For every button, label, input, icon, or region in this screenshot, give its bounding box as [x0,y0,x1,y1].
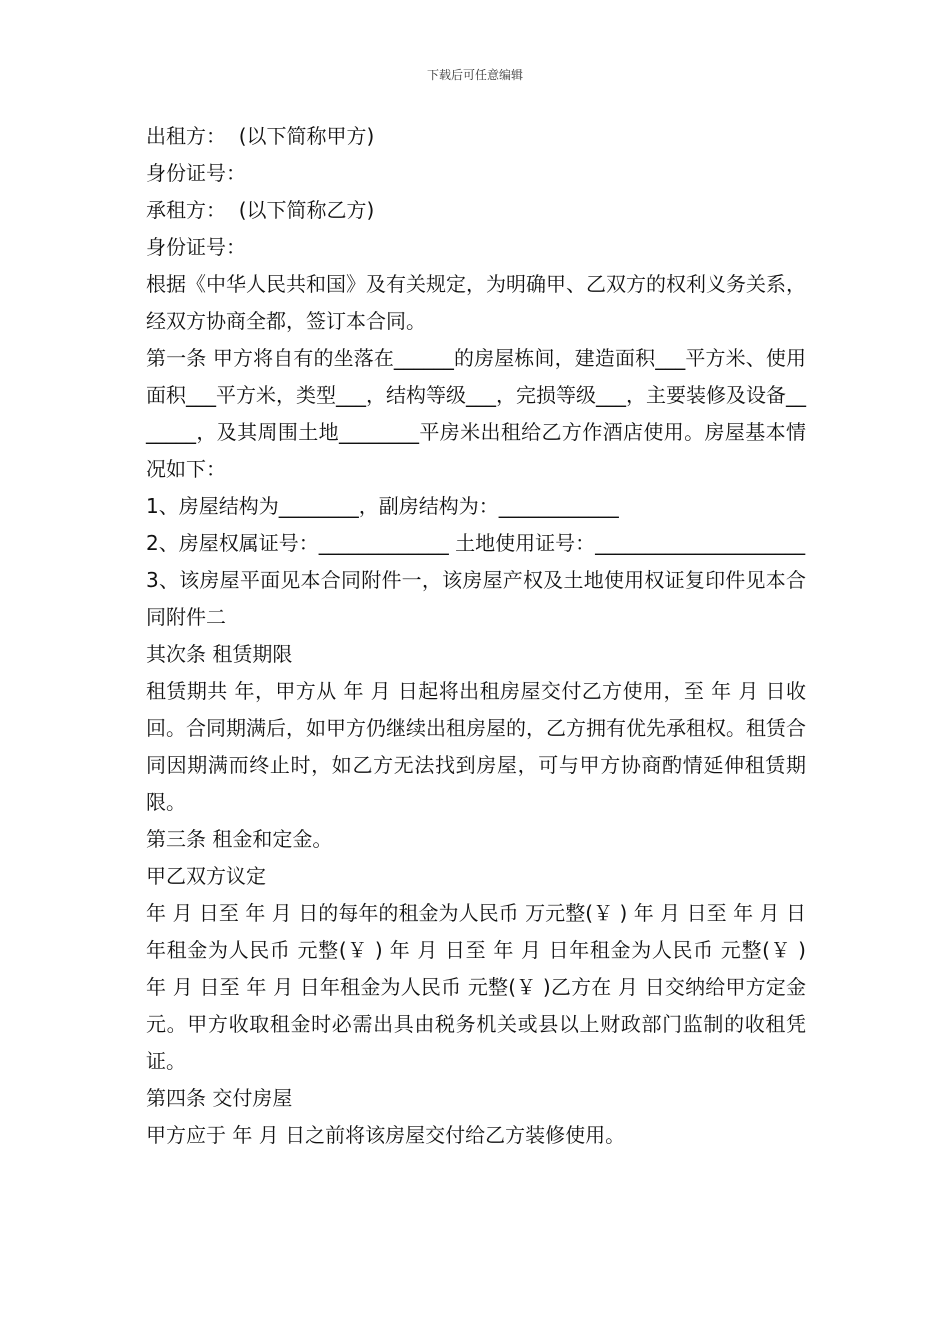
page-header-note: 下载后可任意编辑 [426,68,523,82]
rent-paragraph: 年 月 日至 年 月 日的每年的租金为人民币 万元整(￥ ) 年 月 日至 年 月 日年租金为人民币 元整(￥ ) 年 月 日至 年 月 日年租金为人民币 元整(￥ ) 年 月 日至 年 月 日年租金为人民币 元整(￥ )乙方在 月 日交纳给甲方定金 元。甲方收取租金时必需出具由税务机关或县以上财政部门监制的收租凭证。 [146,901,813,1073]
article-3-heading: 第三条 租金和定金。 [146,827,333,851]
preamble-paragraph: 根据《中华人民共和国》及有关规定，为明确甲、乙双方的权利义务关系，经双方协商全都，签订本合同。 [146,272,806,333]
article-4-heading: 第四条 交付房屋 [146,1086,293,1110]
lessee-id-line: 身份证号： [146,235,246,259]
lessor-id-line: 身份证号： [146,161,246,185]
ownership-cert-line: 2、房屋权属证号：_____________ 土地使用证号：_____________________ [146,531,806,555]
article-1-paragraph: 第一条 甲方将自有的坐落在______的房屋栋间，建造面积___平方米、使用面积___平方米，类型___，结构等级___，完损等级___，主要装修及设备_______，及其周围土地________平房米出租给乙方作酒店使用。房屋基本情况如下： [146,346,806,481]
agreement-line: 甲乙双方议定 [146,864,266,888]
house-structure-line: 1、房屋结构为________，副房结构为：____________ [146,494,619,518]
lessee-line: 承租方： (以下简称乙方) [146,198,375,222]
attachments-line: 3、该房屋平面见本合同附件一，该房屋产权及土地使用权证复印件见本合同附件二 [146,568,806,629]
lease-term-paragraph: 租赁期共 年，甲方从 年 月 日起将出租房屋交付乙方使用，至 年 月 日收回。合同期满后，如甲方仍继续出租房屋的，乙方拥有优先承租权。租赁合同因期满而终止时，如乙方无法找到房屋，可与甲方协商酌情延伸租赁期限。 [146,679,806,814]
article-2-heading: 其次条 租赁期限 [146,642,293,666]
lessor-line: 出租方： (以下简称甲方) [146,124,375,148]
contract-body [146,118,813,1154]
delivery-paragraph: 甲方应于 年 月 日之前将该房屋交付给乙方装修使用。 [146,1123,626,1147]
